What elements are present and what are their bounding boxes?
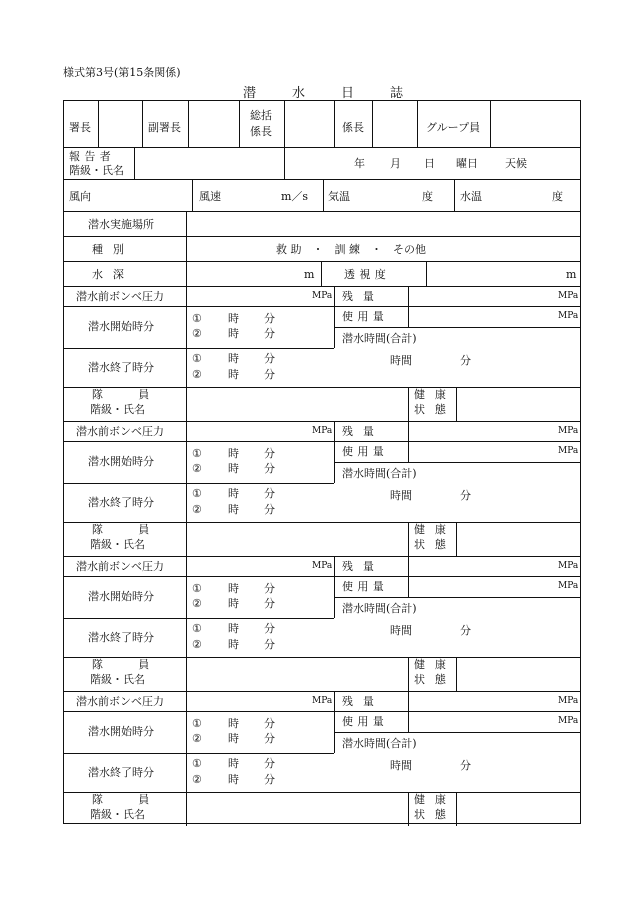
minute-label: 分 (264, 757, 275, 770)
pre-pressure-unit: MPa (312, 696, 333, 706)
used-unit: MPa (558, 311, 579, 321)
slot-2: ② (192, 327, 202, 340)
reporter-label: 報告者 (69, 150, 116, 163)
diver-block-3 (64, 556, 580, 691)
total-hours-label: 時間 (390, 624, 412, 637)
day-label: 日 (424, 157, 435, 170)
start-time-label: 潜水開始時分 (88, 455, 154, 468)
hour-label: 時 (228, 773, 239, 786)
slot-2: ② (192, 503, 202, 516)
weather-label: 天候 (505, 157, 527, 170)
diver-block-1 (64, 286, 580, 421)
hour-label: 時 (228, 757, 239, 770)
slot-2: ② (192, 732, 202, 745)
minute-label: 分 (264, 503, 275, 516)
hour-label: 時 (228, 622, 239, 635)
pre-dive-pressure-label: 潜水前ボンベ圧力 (76, 290, 164, 303)
title-char: 誌 (389, 86, 403, 101)
air-temp-unit: 度 (422, 190, 433, 203)
minute-label: 分 (264, 368, 275, 381)
reporter-rank-name-label: 階級・氏名 (69, 164, 124, 177)
wind-speed-unit: m／s (281, 190, 309, 203)
pre-dive-pressure-label: 潜水前ボンベ圧力 (76, 695, 164, 708)
slot-2: ② (192, 368, 202, 381)
member-label: 隊員 (92, 658, 185, 671)
total-dive-time-label: 潜水時間(合計) (342, 332, 417, 345)
health-label: 健康 (414, 388, 456, 401)
minute-label: 分 (264, 352, 275, 365)
category-label: 種別 (92, 243, 134, 256)
total-minutes-label: 分 (460, 489, 471, 502)
minute-label: 分 (264, 597, 275, 610)
slot-1: ① (192, 757, 202, 770)
remaining-label: 残量 (342, 560, 384, 573)
slot-1: ① (192, 352, 202, 365)
minute-label: 分 (264, 487, 275, 500)
minute-label: 分 (264, 773, 275, 786)
member-rank-name-label: 階級・氏名 (90, 403, 145, 416)
remaining-unit: MPa (558, 291, 579, 301)
used-unit: MPa (558, 716, 579, 726)
health-state-label: 状態 (414, 673, 456, 686)
remaining-label: 残量 (342, 425, 384, 438)
wind-speed-label: 風速 (199, 190, 221, 203)
slot-1: ① (192, 487, 202, 500)
visibility-label: 透視度 (344, 268, 391, 281)
diver-block-4 (64, 691, 580, 826)
minute-label: 分 (264, 312, 275, 325)
member-rank-name-label: 階級・氏名 (90, 673, 145, 686)
hour-label: 時 (228, 503, 239, 516)
depth-label: 水深 (92, 268, 134, 281)
health-label: 健康 (414, 523, 456, 536)
health-label: 健康 (414, 793, 456, 806)
hour-label: 時 (228, 368, 239, 381)
slot-1: ① (192, 582, 202, 595)
general-chief-label-2: 係長 (250, 125, 272, 138)
hour-label: 時 (228, 312, 239, 325)
slot-2: ② (192, 597, 202, 610)
year-label: 年 (354, 157, 365, 170)
end-time-label: 潜水終了時分 (88, 766, 154, 779)
visibility-unit: m (566, 268, 577, 281)
wind-direction-label: 風向 (69, 190, 91, 203)
slot-2: ② (192, 773, 202, 786)
minute-label: 分 (264, 462, 275, 475)
group-member-label: グループ員 (426, 121, 481, 134)
hour-label: 時 (228, 327, 239, 340)
used-amount-label: 使用量 (342, 580, 389, 593)
health-state-label: 状態 (414, 808, 456, 821)
end-time-label: 潜水終了時分 (88, 631, 154, 644)
used-amount-label: 使用量 (342, 445, 389, 458)
minute-label: 分 (264, 447, 275, 460)
start-time-label: 潜水開始時分 (88, 320, 154, 333)
minute-label: 分 (264, 327, 275, 340)
dive-location-label: 潜水実施場所 (88, 218, 154, 231)
deputy-chief-label: 副署長 (148, 121, 181, 134)
title-char: 日 (340, 86, 354, 101)
slot-1: ① (192, 447, 202, 460)
title-char: 水 (291, 86, 305, 101)
total-minutes-label: 分 (460, 624, 471, 637)
page-title (243, 82, 403, 101)
remaining-label: 残量 (342, 290, 384, 303)
hour-label: 時 (228, 487, 239, 500)
health-state-label: 状態 (414, 538, 456, 551)
hour-label: 時 (228, 447, 239, 460)
used-amount-label: 使用量 (342, 310, 389, 323)
slot-1: ① (192, 312, 202, 325)
total-hours-label: 時間 (390, 354, 412, 367)
total-minutes-label: 分 (460, 759, 471, 772)
hour-label: 時 (228, 582, 239, 595)
used-unit: MPa (558, 581, 579, 591)
hour-label: 時 (228, 352, 239, 365)
hour-label: 時 (228, 462, 239, 475)
total-hours-label: 時間 (390, 489, 412, 502)
member-label: 隊員 (92, 388, 185, 401)
end-time-label: 潜水終了時分 (88, 361, 154, 374)
total-dive-time-label: 潜水時間(合計) (342, 467, 417, 480)
hour-label: 時 (228, 597, 239, 610)
health-state-label: 状態 (414, 403, 456, 416)
slot-1: ① (192, 717, 202, 730)
section-chief-label: 係長 (342, 121, 364, 134)
minute-label: 分 (264, 582, 275, 595)
category-options: 救 助 ・ 訓 練 ・ その他 (276, 243, 426, 256)
end-time-label: 潜水終了時分 (88, 496, 154, 509)
general-chief-label-1: 総括 (250, 109, 272, 122)
water-temp-unit: 度 (552, 190, 563, 203)
hour-label: 時 (228, 638, 239, 651)
used-unit: MPa (558, 446, 579, 456)
member-rank-name-label: 階級・氏名 (90, 538, 145, 551)
pre-pressure-unit: MPa (312, 291, 333, 301)
health-label: 健康 (414, 658, 456, 671)
total-dive-time-label: 潜水時間(合計) (342, 602, 417, 615)
member-rank-name-label: 階級・氏名 (90, 808, 145, 821)
total-minutes-label: 分 (460, 354, 471, 367)
chief-label: 署長 (69, 121, 91, 134)
slot-2: ② (192, 638, 202, 651)
slot-1: ① (192, 622, 202, 635)
minute-label: 分 (264, 717, 275, 730)
title-char: 潜 (243, 86, 257, 101)
member-label: 隊員 (92, 793, 185, 806)
start-time-label: 潜水開始時分 (88, 725, 154, 738)
weekday-label: 曜日 (456, 157, 478, 170)
remaining-label: 残量 (342, 695, 384, 708)
member-label: 隊員 (92, 523, 185, 536)
air-temp-label: 気温 (328, 190, 350, 203)
remaining-unit: MPa (558, 561, 579, 571)
pre-dive-pressure-label: 潜水前ボンベ圧力 (76, 425, 164, 438)
hour-label: 時 (228, 732, 239, 745)
slot-2: ② (192, 462, 202, 475)
remaining-unit: MPa (558, 426, 579, 436)
hour-label: 時 (228, 717, 239, 730)
used-amount-label: 使用量 (342, 715, 389, 728)
month-label: 月 (390, 157, 401, 170)
pre-dive-pressure-label: 潜水前ボンベ圧力 (76, 560, 164, 573)
total-dive-time-label: 潜水時間(合計) (342, 737, 417, 750)
minute-label: 分 (264, 622, 275, 635)
pre-pressure-unit: MPa (312, 561, 333, 571)
remaining-unit: MPa (558, 696, 579, 706)
minute-label: 分 (264, 732, 275, 745)
form-number: 様式第3号(第15条関係) (63, 66, 181, 79)
total-hours-label: 時間 (390, 759, 412, 772)
water-temp-label: 水温 (460, 190, 482, 203)
depth-unit: m (304, 268, 315, 281)
dive-log-form (63, 100, 581, 824)
pre-pressure-unit: MPa (312, 426, 333, 436)
minute-label: 分 (264, 638, 275, 651)
start-time-label: 潜水開始時分 (88, 590, 154, 603)
diver-block-2 (64, 421, 580, 556)
